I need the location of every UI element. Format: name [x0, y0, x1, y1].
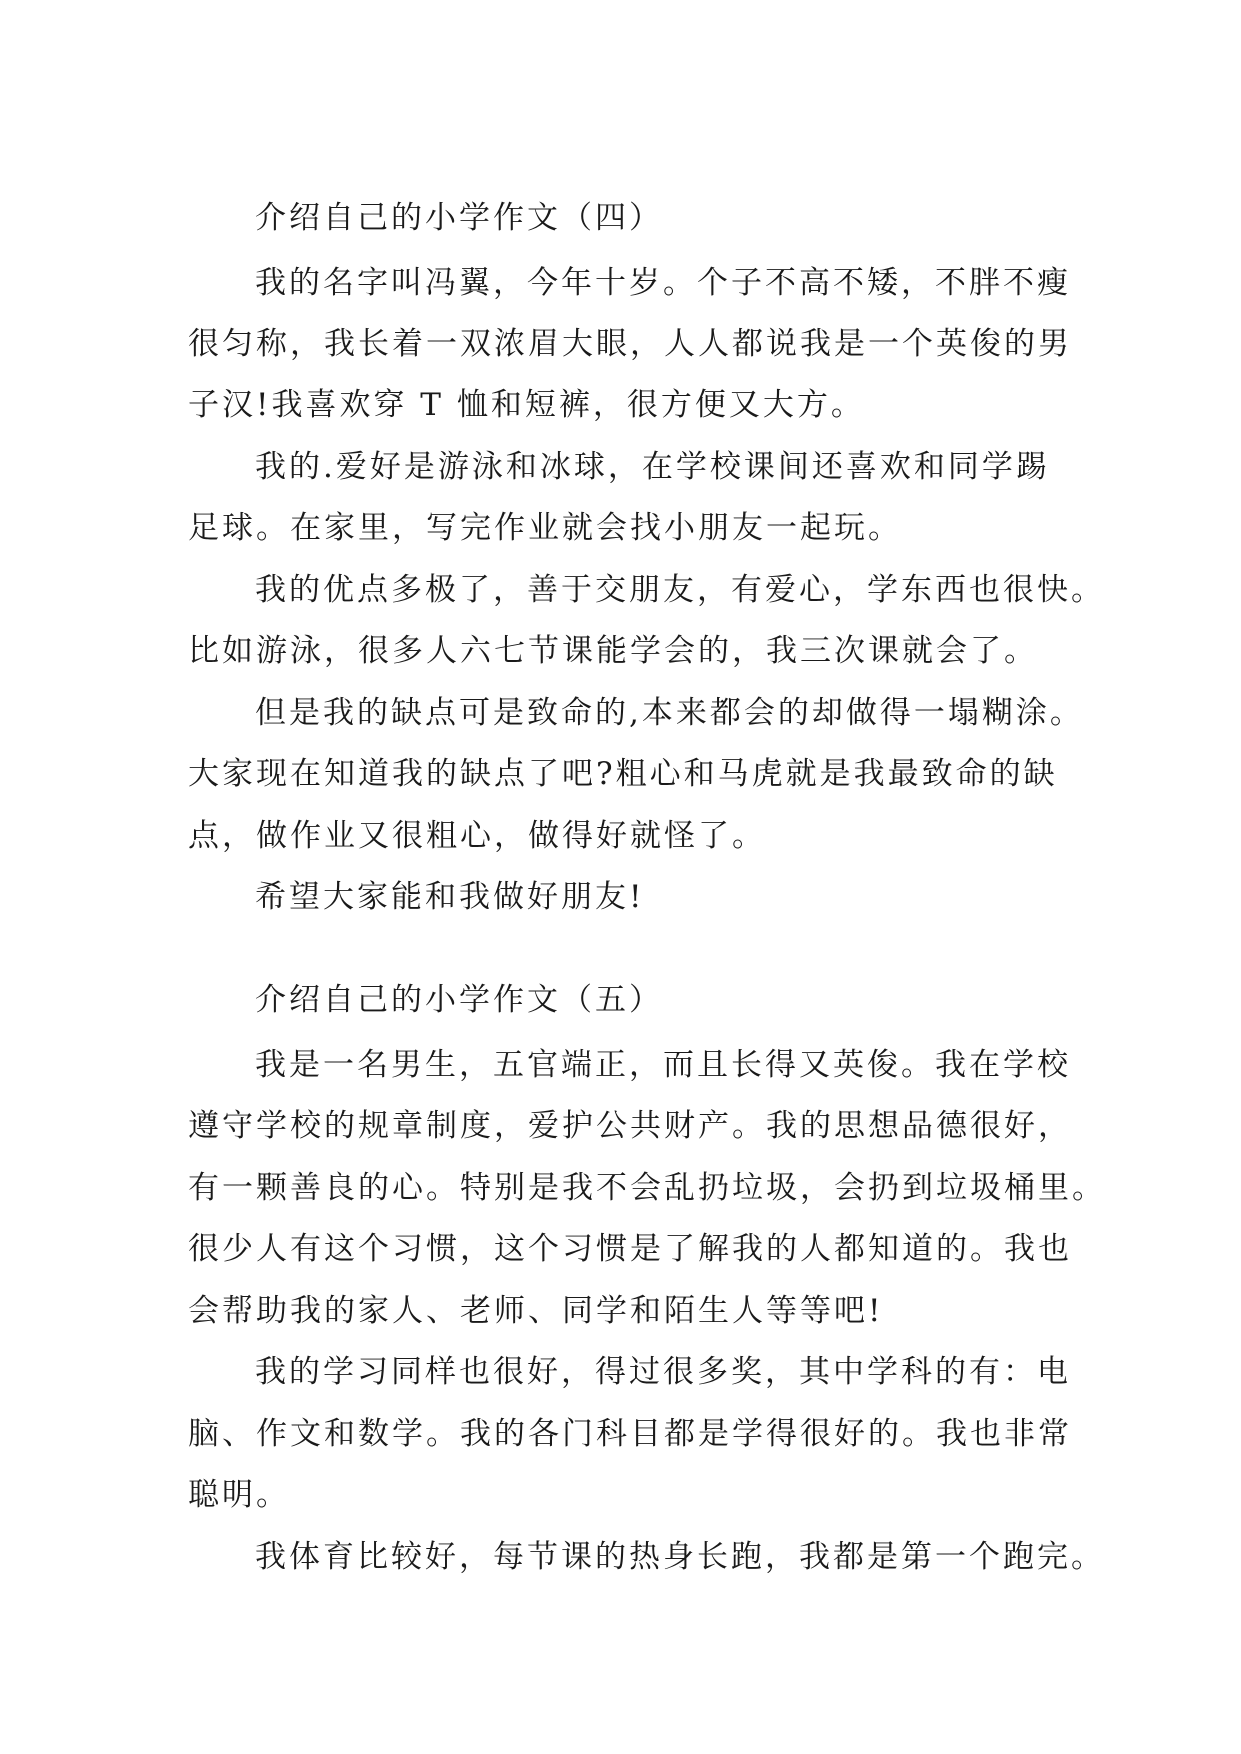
essay-5-line: 会帮助我的家人、老师、同学和陌生人等等吧!	[188, 1293, 884, 1329]
essay-5-line: 遵守学校的规章制度，爱护公共财产。我的思想品德很好，	[188, 1108, 1072, 1144]
essay-4-line: 我的名字叫冯翼，今年十岁。个子不高不矮，不胖不瘦	[255, 265, 1071, 301]
essay-4-line: 我的优点多极了，善于交朋友，有爱心，学东西也很快。	[255, 572, 1105, 608]
essay-4-line: 点，做作业又很粗心，做得好就怪了。	[188, 818, 766, 854]
essay-4-line: 很匀称，我长着一双浓眉大眼，人人都说我是一个英俊的男	[188, 326, 1072, 362]
essay-5-title: 介绍自己的小学作文（五）	[255, 982, 663, 1018]
essay-4-line: 足球。在家里，写完作业就会找小朋友一起玩。	[188, 510, 902, 546]
essay-4-line: 大家现在知道我的缺点了吧?粗心和马虎就是我最致命的缺	[188, 756, 1058, 792]
essay-4-line: 我的.爱好是游泳和冰球，在学校课间还喜欢和同学踢	[255, 449, 1050, 485]
essay-4-line: 比如游泳，很多人六七节课能学会的，我三次课就会了。	[188, 633, 1038, 669]
essay-5-line: 很少人有这个习惯，这个习惯是了解我的人都知道的。我也	[188, 1231, 1072, 1267]
essay-4-line: 希望大家能和我做好朋友!	[255, 879, 645, 915]
essay-4-line: 但是我的缺点可是致命的,本来都会的却做得一塌糊涂。	[255, 695, 1084, 731]
essay-5-line: 我是一名男生，五官端正，而且长得又英俊。我在学校	[255, 1047, 1071, 1083]
essay-5-line: 脑、作文和数学。我的各门科目都是学得很好的。我也非常	[188, 1416, 1072, 1452]
essay-4-title: 介绍自己的小学作文（四）	[255, 200, 663, 236]
essay-5-line: 我的学习同样也很好，得过很多奖，其中学科的有：电	[255, 1354, 1071, 1390]
essay-5-line: 有一颗善良的心。特别是我不会乱扔垃圾，会扔到垃圾桶里。	[188, 1170, 1106, 1206]
essay-5-line: 我体育比较好，每节课的热身长跑，我都是第一个跑完。	[255, 1539, 1105, 1575]
essay-4-line: 子汉!我喜欢穿 T 恤和短裤，很方便又大方。	[188, 387, 865, 423]
essay-5-line: 聪明。	[188, 1477, 290, 1513]
